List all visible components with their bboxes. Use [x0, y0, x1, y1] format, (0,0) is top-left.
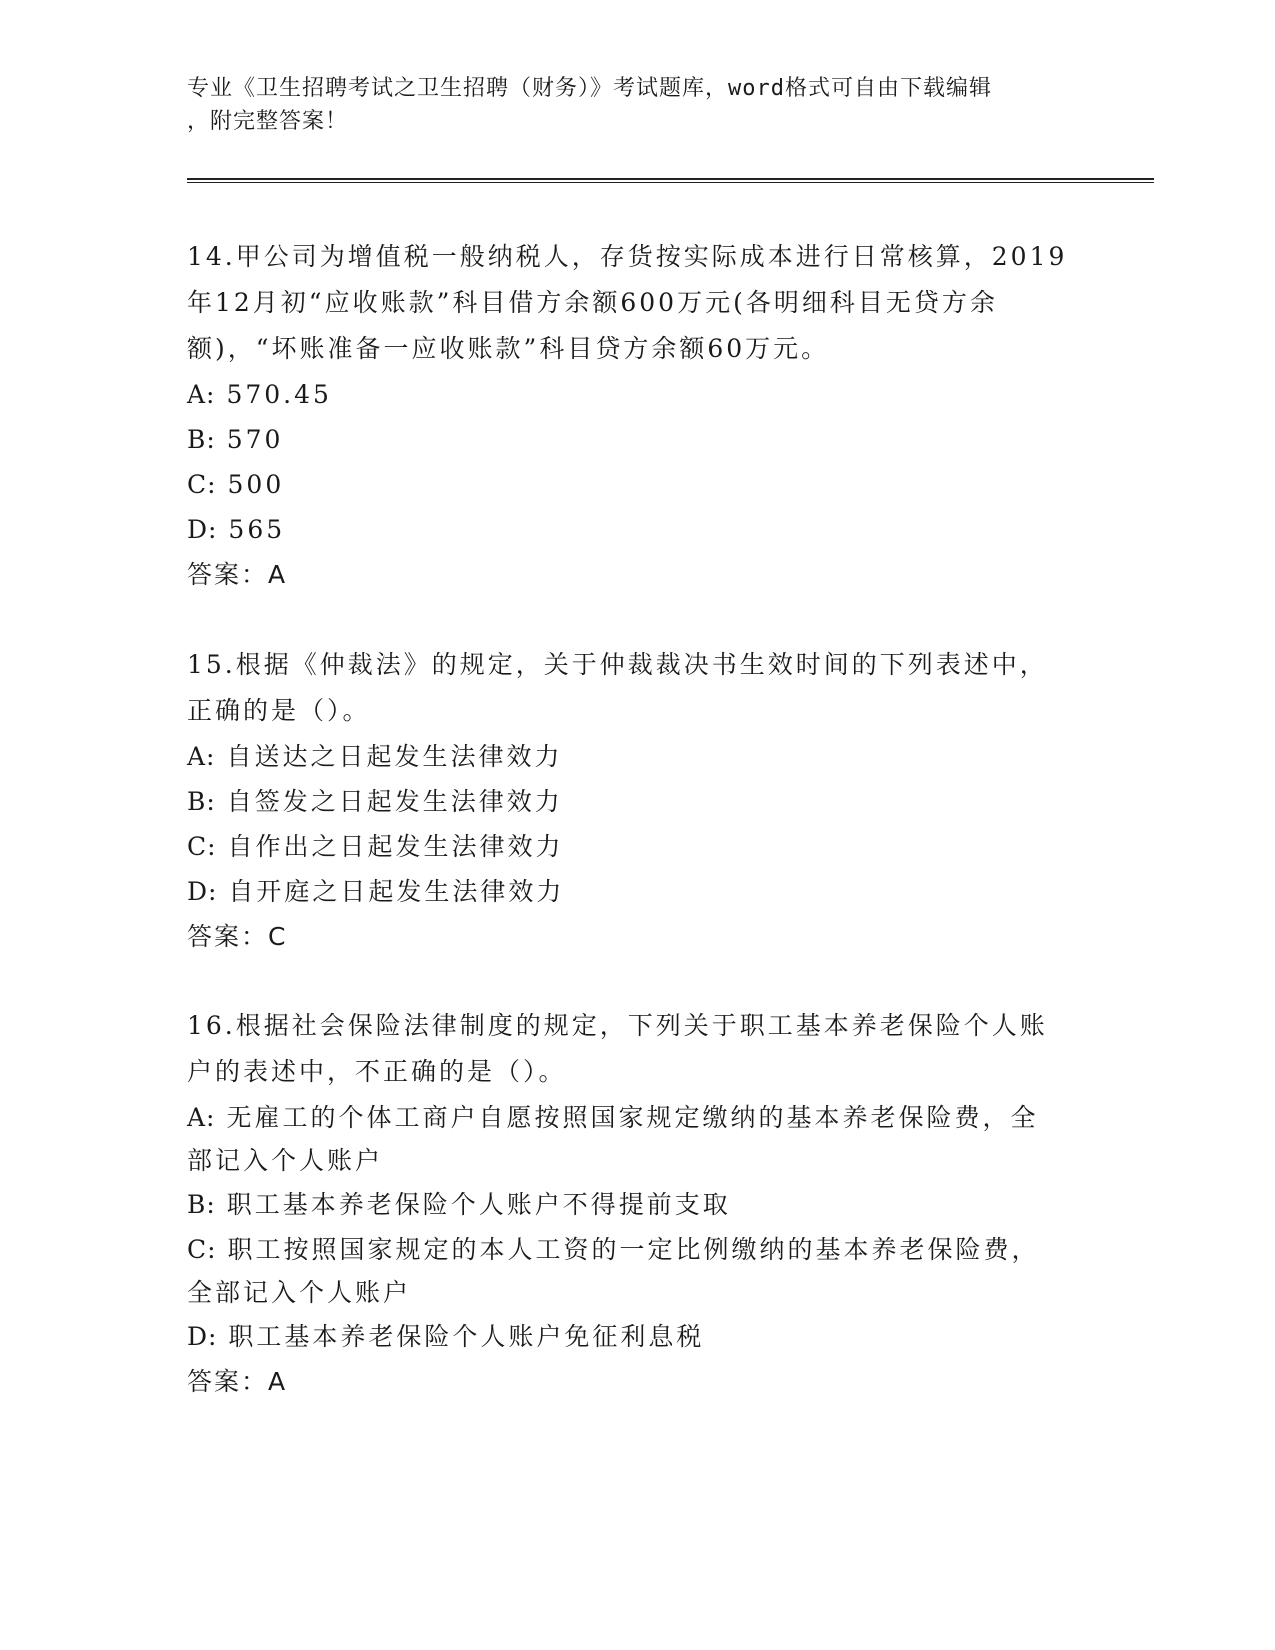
- option-text: 自送达之日起发生法律效力: [226, 742, 563, 771]
- option-c: [187, 1227, 1087, 1272]
- option-label: D:: [187, 877, 218, 906]
- option-label: A:: [187, 380, 216, 409]
- option-c: [187, 824, 1087, 869]
- option-label: C:: [187, 832, 217, 861]
- option-text: 职工基本养老保险个人账户免征利息税: [228, 1322, 705, 1351]
- question-stem-line: 户的表述中，不正确的是（）。: [187, 1057, 567, 1086]
- option-text: 职工基本养老保险个人账户不得提前支取: [226, 1190, 731, 1219]
- option-label: D:: [187, 1322, 218, 1351]
- option-b: [187, 779, 1087, 824]
- option-label: D:: [187, 515, 218, 544]
- option-label: C:: [187, 1235, 217, 1264]
- answer-line: 答案：C: [187, 922, 288, 951]
- header-divider: [187, 178, 1154, 183]
- option-text: 无雇工的个体工商户自愿按照国家规定缴纳的基本养老保险费，全: [226, 1103, 1039, 1132]
- option-text: 职工按照国家规定的本人工资的一定比例缴纳的基本养老保险费，: [227, 1235, 1040, 1264]
- option-d: [187, 869, 1087, 914]
- answer-line: 答案：A: [187, 560, 288, 589]
- document-header: [187, 72, 1067, 138]
- option-text: 500: [227, 470, 285, 499]
- header-line-2: ，附完整答案！: [187, 109, 349, 134]
- question-14: [187, 234, 1087, 598]
- option-label: A:: [187, 742, 216, 771]
- option-label: B:: [187, 1190, 216, 1219]
- option-c: [187, 462, 1087, 507]
- answer-line: 答案：A: [187, 1367, 288, 1396]
- option-a: [187, 1095, 1087, 1140]
- question-stem-line: 16.根据社会保险法律制度的规定，下列关于职工基本养老保险个人账: [187, 1011, 1048, 1040]
- option-text: 565: [228, 515, 286, 544]
- option-b: [187, 1182, 1087, 1227]
- option-a: [187, 372, 1087, 417]
- question-stem-line: 15.根据《仲裁法》的规定，关于仲裁裁决书生效时间的下列表述中，: [187, 650, 1048, 679]
- option-label: C:: [187, 470, 217, 499]
- question-15: [187, 642, 1087, 960]
- header-line-1: 专业《卫生招聘考试之卫生招聘（财务）》考试题库，word格式可自由下载编辑: [187, 76, 992, 101]
- option-d: [187, 507, 1087, 552]
- question-16: [187, 1003, 1087, 1405]
- option-b: [187, 417, 1087, 462]
- option-a: [187, 734, 1087, 779]
- option-label: A:: [187, 1103, 216, 1132]
- option-c-continued: 全部记入个人账户: [187, 1278, 412, 1307]
- question-stem-line: 14.甲公司为增值税一般纳税人，存货按实际成本进行日常核算，2019: [187, 242, 1068, 271]
- option-text: 自作出之日起发生法律效力: [227, 832, 564, 861]
- option-label: B:: [187, 787, 216, 816]
- option-text: 自签发之日起发生法律效力: [226, 787, 563, 816]
- option-text: 自开庭之日起发生法律效力: [228, 877, 565, 906]
- option-text: 570: [226, 425, 284, 454]
- question-stem-line: 年12月初“应收账款”科目借方余额600万元(各明细科目无贷方余: [187, 288, 998, 317]
- option-d: [187, 1314, 1087, 1359]
- option-a-continued: 部记入个人账户: [187, 1146, 384, 1175]
- option-text: 570.45: [226, 380, 332, 409]
- question-stem-line: 正确的是（）。: [187, 696, 371, 725]
- question-stem-line: 额)，“坏账准备一应收账款”科目贷方余额60万元。: [187, 334, 830, 363]
- option-label: B:: [187, 425, 216, 454]
